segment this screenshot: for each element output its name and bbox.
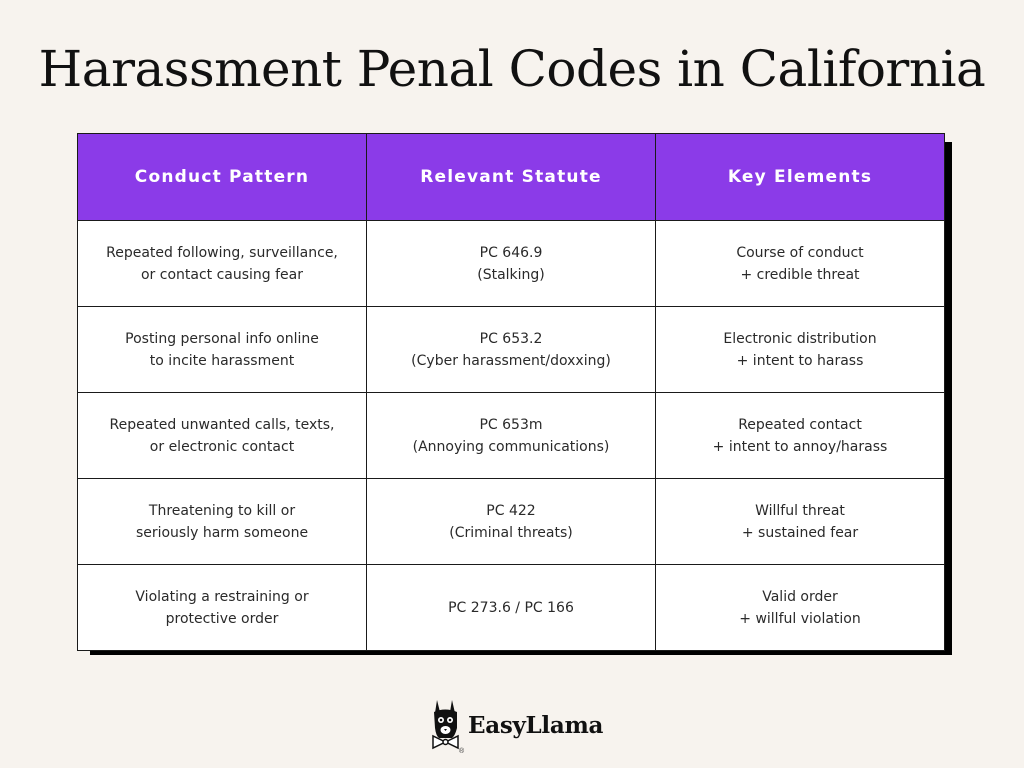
table-row bbox=[78, 221, 945, 307]
cell-text: + sustained fear bbox=[741, 524, 859, 541]
cell-text: Violating a restraining or bbox=[135, 588, 309, 605]
table-row bbox=[78, 393, 945, 479]
cell-text: Willful threat bbox=[755, 502, 845, 519]
cell-text: protective order bbox=[165, 610, 279, 627]
cell-text: (Criminal threats) bbox=[449, 524, 573, 541]
table-header-row bbox=[78, 134, 945, 221]
cell-statute bbox=[367, 393, 656, 479]
statute-table-container bbox=[77, 133, 945, 646]
cell-text: Repeated contact bbox=[738, 416, 862, 433]
cell-text: Threatening to kill or bbox=[148, 502, 296, 519]
cell-text: to incite harassment bbox=[149, 352, 295, 369]
cell-text: PC 653m bbox=[479, 416, 543, 433]
cell-conduct bbox=[78, 307, 367, 393]
cell-conduct bbox=[78, 393, 367, 479]
cell-text: Repeated following, surveillance, bbox=[106, 244, 338, 261]
easyllama-logo bbox=[430, 698, 604, 755]
table-row bbox=[78, 479, 945, 565]
cell-text: + intent to annoy/harass bbox=[712, 438, 888, 455]
page-title: Harassment Penal Codes in California bbox=[38, 40, 986, 98]
cell-text: PC 422 bbox=[486, 502, 536, 519]
cell-statute bbox=[367, 565, 656, 651]
cell-text: PC 646.9 bbox=[479, 244, 543, 261]
header-relevant-statute: Relevant Statute bbox=[367, 134, 656, 221]
table-row bbox=[78, 307, 945, 393]
cell-text: (Cyber harassment/doxxing) bbox=[411, 352, 611, 369]
cell-elements bbox=[656, 221, 945, 307]
cell-text: or electronic contact bbox=[149, 438, 295, 455]
cell-conduct bbox=[78, 221, 367, 307]
cell-statute bbox=[367, 221, 656, 307]
cell-text: + credible threat bbox=[740, 266, 860, 283]
cell-text: PC 653.2 bbox=[479, 330, 543, 347]
cell-text: (Stalking) bbox=[477, 266, 545, 283]
cell-statute bbox=[367, 307, 656, 393]
cell-text: seriously harm someone bbox=[135, 524, 309, 541]
logo-text: EasyLlama bbox=[468, 711, 604, 739]
cell-conduct bbox=[78, 565, 367, 651]
cell-text: + intent to harass bbox=[736, 352, 864, 369]
cell-conduct bbox=[78, 479, 367, 565]
registered-mark: ® bbox=[459, 748, 465, 755]
cell-elements bbox=[656, 307, 945, 393]
cell-text: Valid order bbox=[762, 588, 838, 605]
cell-text: + willful violation bbox=[739, 610, 861, 627]
cell-text: Electronic distribution bbox=[723, 330, 877, 347]
cell-statute bbox=[367, 479, 656, 565]
cell-text: PC 273.6 / PC 166 bbox=[448, 599, 574, 616]
cell-text: Posting personal info online bbox=[125, 330, 319, 347]
header-key-elements: Key Elements bbox=[656, 134, 945, 221]
statute-table bbox=[77, 133, 945, 651]
cell-elements bbox=[656, 565, 945, 651]
cell-text: or contact causing fear bbox=[140, 266, 304, 283]
table-row bbox=[78, 565, 945, 651]
llama-icon bbox=[430, 698, 465, 755]
header-conduct-pattern: Conduct Pattern bbox=[78, 134, 367, 221]
cell-elements bbox=[656, 393, 945, 479]
cell-text: (Annoying communications) bbox=[412, 438, 610, 455]
cell-elements bbox=[656, 479, 945, 565]
cell-text: Course of conduct bbox=[736, 244, 864, 261]
cell-text: Repeated unwanted calls, texts, bbox=[109, 416, 335, 433]
